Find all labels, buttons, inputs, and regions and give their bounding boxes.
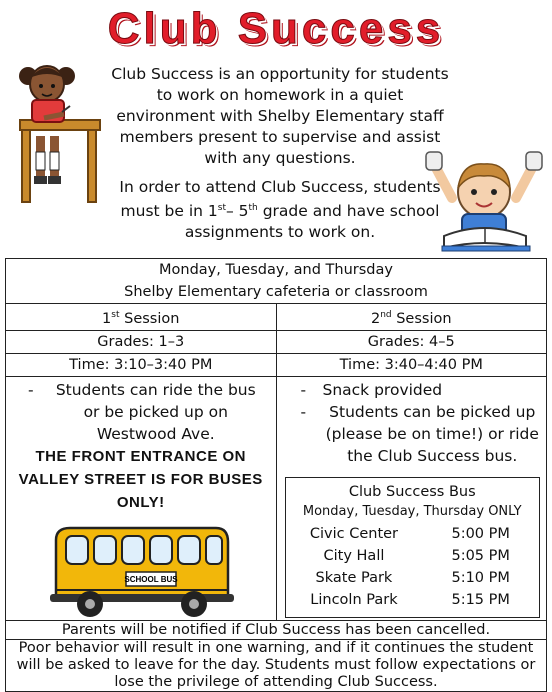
info-table — [5, 258, 547, 692]
session1-grades: Grades: 1–3 — [6, 330, 277, 353]
cancellation-note: Parents will be notified if Club Success has been cancelled. — [6, 620, 547, 639]
schedule-header — [6, 259, 547, 304]
list-item: - Students can ride the bus or be picked up on Westwood Ave. — [28, 379, 262, 445]
table-row: Skate Park 5:10 PM — [315, 569, 510, 586]
table-row: Civic Center 5:00 PM — [309, 525, 510, 542]
behavior-policy: Poor behavior will result in one warning, and if it continues the student will be asked to leave for the day. Students must follow expectations or lose the privilege of attending Club Success. — [6, 639, 547, 691]
list-item: - Students can be picked up (please be on time!) or ride the Club Success bus. — [301, 401, 543, 467]
intro-paragraph-1: Club Success is an opportunity for students to work on homework in a quiet environment with Shelby Elementary staff members present to supervise and assist with any questions. — [111, 65, 449, 167]
session2-bullets — [281, 379, 543, 467]
boy-reading-illustration — [422, 148, 548, 256]
bus-stops-table — [286, 523, 540, 611]
girl-writing-illustration — [6, 56, 106, 206]
bus-entrance-warning: THE FRONT ENTRANCE ON VALLEY STREET IS FOR BUSES ONLY! — [18, 447, 263, 511]
bus-sign: SCHOOL BUS — [124, 574, 178, 584]
page-title: Club Success — [107, 4, 445, 53]
bus-schedule-days: Monday, Tuesday, Thursday ONLY — [302, 503, 522, 519]
session1-bullets — [10, 379, 272, 445]
session1-title: 1st Session — [6, 304, 277, 331]
table-row: City Hall 5:05 PM — [323, 547, 510, 564]
bus-schedule-box — [285, 477, 541, 618]
session2-title: 2nd Session — [276, 304, 547, 331]
schedule-days: Monday, Tuesday, and Thursday — [159, 262, 393, 278]
intro-paragraph-2: In order to attend Club Success, students must be in 1st– 5th grade and have school assignments to work on. — [119, 178, 441, 242]
session1-details — [6, 376, 277, 620]
school-bus-illustration — [46, 520, 236, 620]
bus-schedule-title: Club Success Bus — [348, 483, 476, 500]
intro-text — [105, 64, 455, 251]
table-row: Lincoln Park 5:15 PM — [310, 591, 510, 608]
schedule-location: Shelby Elementary cafeteria or classroom — [124, 284, 428, 300]
session2-details — [276, 376, 547, 620]
session2-grades: Grades: 4–5 — [276, 330, 547, 353]
list-item: - Snack provided — [301, 379, 543, 401]
session2-time: Time: 3:40–4:40 PM — [276, 353, 547, 376]
session1-time: Time: 3:10–3:40 PM — [6, 353, 277, 376]
